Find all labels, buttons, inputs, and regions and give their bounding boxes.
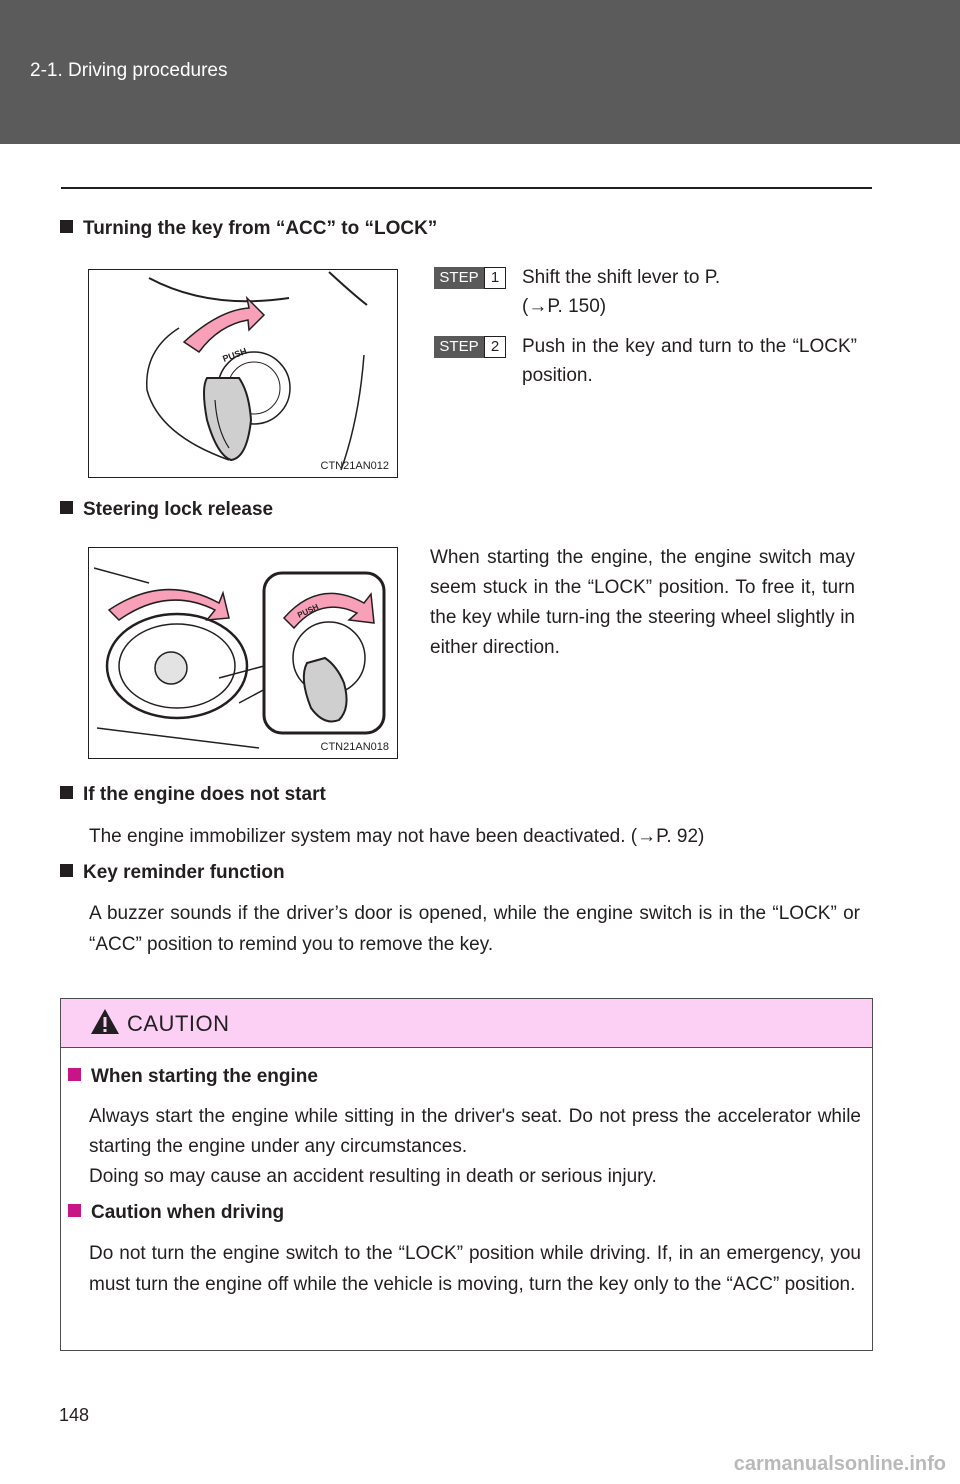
caution-title: CAUTION	[127, 1011, 230, 1036]
square-bullet-icon	[68, 1204, 81, 1217]
caution-driving-text: Do not turn the engine switch to the “LOCK” position while driving. If, in an emergency, you must turn the engine off while the vehicle is moving, turn the key only to the “ACC” position.	[89, 1243, 861, 1295]
section-divider	[61, 187, 872, 189]
caution-starting-text: Always start the engine while sitting in the driver's seat. Do not press the accelerator while starting the engine under any circumstances. Doing so may cause an accident resulting in death or serious injury.	[89, 1106, 861, 1187]
engine-not-start-text: The engine immobilizer system may not have been deactivated. (→P. 92)	[89, 826, 705, 847]
breadcrumb: 2-1. Driving procedures	[30, 60, 228, 81]
push-label: PUSH	[296, 602, 320, 620]
step-2-text: Push in the key and turn to the “LOCK” position.	[522, 336, 857, 386]
caution-heading-driving: Caution when driving	[68, 1202, 284, 1224]
watermark: carmanualsonline.info	[733, 1453, 946, 1475]
square-bullet-icon	[60, 786, 73, 799]
caution-box	[60, 998, 873, 1351]
square-bullet-icon	[60, 501, 73, 514]
steering-lock-text: When starting the engine, the engine switch may seem stuck in the “LOCK” position. To free it, turn the key while turn-ing the steering wheel slightly in either direction.	[430, 547, 855, 658]
step-2-badge: STEP 2	[434, 336, 506, 358]
square-bullet-icon	[68, 1068, 81, 1081]
step-1-text: Shift the shift lever to P. (→P. 150)	[522, 267, 721, 317]
section-heading-turning-key: Turning the key from “ACC” to “LOCK”	[60, 218, 437, 240]
section-heading-key-reminder: Key reminder function	[60, 862, 285, 884]
square-bullet-icon	[60, 864, 73, 877]
figure-steering-lock	[88, 547, 398, 759]
warning-triangle-icon	[89, 1007, 121, 1036]
page-header	[0, 0, 960, 144]
figure-code: CTN21AN018	[320, 741, 389, 753]
push-label: PUSH	[221, 345, 249, 364]
step-1-badge: STEP 1	[434, 267, 506, 289]
figure-key-turn	[88, 269, 398, 478]
figure-code: CTN21AN012	[320, 460, 389, 472]
key-reminder-text: A buzzer sounds if the driver’s door is opened, while the engine switch is in the “LOCK” or “ACC” position to remind you to remove the key.	[89, 903, 860, 955]
page-number: 148	[59, 1405, 90, 1425]
section-heading-engine-not-start: If the engine does not start	[60, 784, 326, 806]
caution-header	[61, 999, 872, 1048]
square-bullet-icon	[60, 220, 73, 233]
section-heading-steering-lock: Steering lock release	[60, 499, 273, 521]
steering-lock-illustration	[89, 548, 397, 758]
caution-heading-starting: When starting the engine	[68, 1066, 318, 1088]
key-turn-illustration	[89, 270, 397, 477]
